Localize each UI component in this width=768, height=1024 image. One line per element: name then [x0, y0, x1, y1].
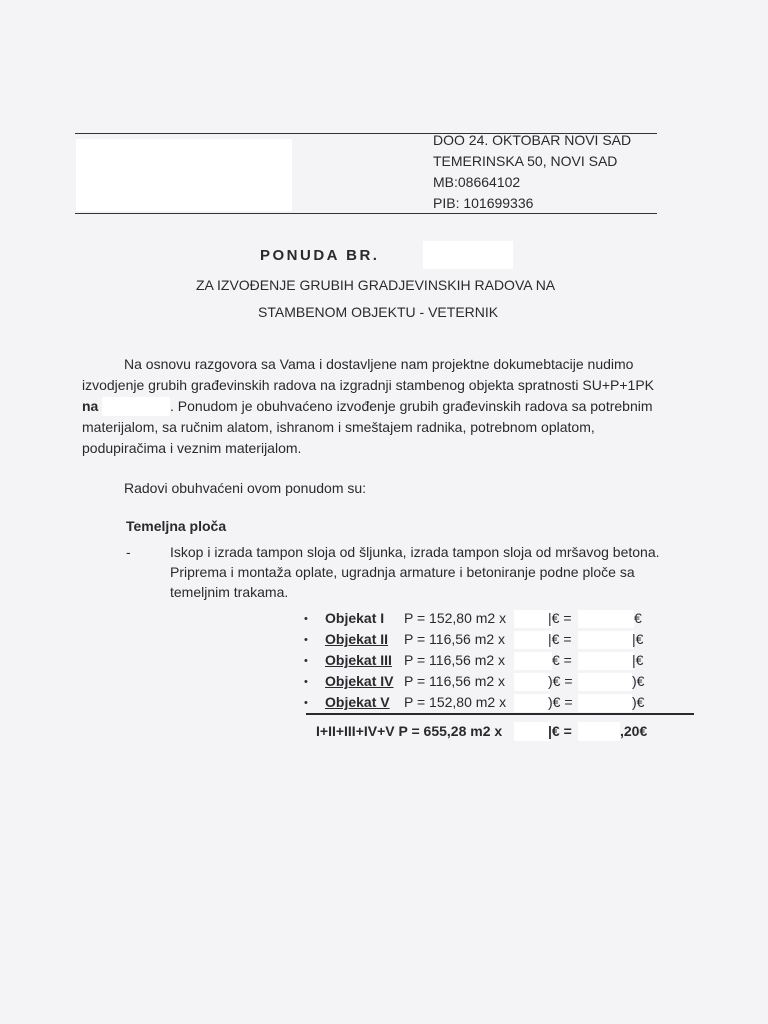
- redacted-total-unit-price: [514, 722, 550, 741]
- redacted-offer-number: [423, 241, 513, 269]
- intro-line-3-prefix: na: [82, 398, 99, 414]
- object-eq: |€ =: [548, 631, 572, 647]
- object-area: P = 116,56 m2 x: [404, 631, 506, 647]
- redacted-amount: [578, 631, 634, 649]
- item-line-3: temeljnim trakama.: [170, 584, 289, 600]
- scope-intro: Radovi obuhvaćeni ovom ponudom su:: [124, 480, 367, 496]
- intro-line-4: materijalom, sa ručnim alatom, ishranom i smeštajem radnika, potrebnom oplatom,: [82, 419, 595, 435]
- intro-line-1: Na osnovu razgovora sa Vama i dostavljene nam projektne dokumebtacije nudimo: [124, 356, 634, 372]
- object-eq: |€ =: [548, 610, 572, 626]
- object-area: P = 152,80 m2 x: [404, 610, 507, 626]
- object-end: |€: [632, 631, 644, 647]
- subtitle-line-1: ZA IZVOĐENJE GRUBIH GRADJEVINSKIH RADOVA NA: [196, 277, 556, 293]
- header-mb: MB:08664102: [433, 174, 521, 190]
- object-end: )€: [632, 673, 645, 689]
- item-dash: -: [126, 544, 131, 560]
- redacted-unit-price: [514, 694, 550, 712]
- total-end: ,20€: [620, 723, 648, 739]
- redacted-amount: [578, 610, 634, 628]
- header-address: TEMERINSKA 50, NOVI SAD: [433, 153, 618, 169]
- redacted-unit-price: [514, 610, 552, 628]
- bullet: •: [304, 613, 308, 625]
- redacted-amount: [578, 652, 634, 670]
- object-area: P = 116,56 m2 x: [404, 652, 506, 668]
- bullet: •: [304, 655, 308, 667]
- redacted-location: [102, 397, 170, 416]
- object-name: Objekat V: [325, 694, 390, 710]
- intro-line-2: izvodjenje grubih građevinskih radova na izgradnji stambenog objekta spratnosti SU+P+1PK: [82, 377, 655, 393]
- object-name: Objekat II: [325, 631, 389, 647]
- redacted-logo: [76, 139, 292, 211]
- redacted-unit-price: [514, 631, 552, 649]
- header-company: DOO 24. OKTOBAR NOVI SAD: [433, 132, 632, 148]
- bullet: •: [304, 634, 308, 646]
- object-end: |€: [632, 652, 644, 668]
- redacted-amount: [578, 694, 632, 712]
- item-line-2: Priprema i montaža oplate, ugradnja armature i betoniranje podne ploče sa: [170, 564, 635, 580]
- object-name: Objekat I: [325, 610, 385, 626]
- document-title: PONUDA BR.: [260, 247, 380, 264]
- redacted-unit-price: [514, 652, 552, 670]
- object-eq: )€ =: [548, 673, 573, 689]
- intro-line-3: . Ponudom je obuhvaćeno izvođenje grubih građevinskih radova sa potrebnim: [170, 398, 653, 414]
- object-name: Objekat IV: [325, 673, 394, 689]
- object-area: P = 152,80 m2 x: [404, 694, 507, 710]
- redacted-amount: [578, 673, 632, 691]
- object-end: )€: [632, 694, 645, 710]
- bullet: •: [304, 697, 308, 709]
- object-name: Objekat III: [325, 652, 392, 668]
- section-title: Temeljna ploča: [126, 518, 227, 534]
- object-eq: € =: [552, 652, 572, 668]
- object-area: P = 116,56 m2 x: [404, 673, 506, 689]
- intro-line-5: podupiračima i veznim materijalom.: [82, 440, 302, 456]
- bullet: •: [304, 676, 308, 688]
- item-line-1: Iskop i izrada tampon sloja od šljunka, izrada tampon sloja od mršavog betona.: [170, 544, 660, 560]
- header-pib: PIB: 101699336: [433, 195, 534, 211]
- total-label: I+II+III+IV+V P = 655,28 m2 x: [316, 723, 503, 739]
- redacted-unit-price: [514, 673, 550, 691]
- subtitle-line-2: STAMBENOM OBJEKTU - VETERNIK: [258, 304, 499, 320]
- header-bottom-rule: [75, 213, 657, 214]
- total-rule: [306, 713, 694, 715]
- redacted-total-amount: [578, 722, 620, 741]
- object-end: €: [634, 610, 642, 626]
- object-eq: )€ =: [548, 694, 573, 710]
- total-eq: |€ =: [548, 723, 572, 739]
